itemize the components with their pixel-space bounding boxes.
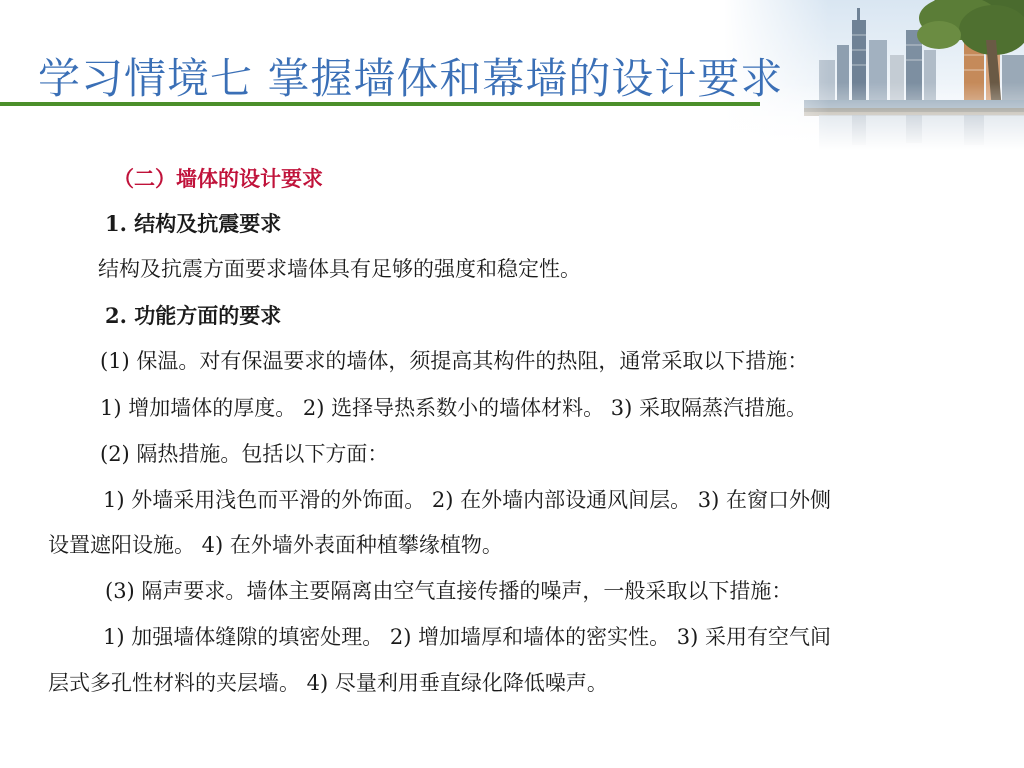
section-heading: （二）墙体的设计要求 [113, 166, 323, 191]
paragraph-insulation-measures: 1) 增加墙体的厚度。 2) 选择导热系数小的墙体材料。 3) 采取隔蒸汽措施。 [100, 396, 808, 420]
paragraph-sound-measures-line1: 1) 加强墙体缝隙的填密处理。 2) 增加墙厚和墙体的密实性。 3) 采用有空气间 [103, 625, 832, 649]
paragraph-heat-protection: (2) 隔热措施。包括以下方面： [100, 442, 389, 466]
paragraph-sound-insulation: (3) 隔声要求。墙体主要隔离由空气直接传播的噪声，一般采取以下措施： [105, 579, 793, 603]
item2-heading: 2. 功能方面的要求 [105, 303, 282, 328]
item1-text: 结构及抗震方面要求墙体具有足够的强度和稳定性。 [98, 257, 581, 281]
paragraph-heat-measures-line1: 1) 外墙采用浅色而平滑的外饰面。 2) 在外墙内部设通风间层。 3) 在窗口外侧 [103, 488, 832, 512]
paragraph-heat-measures-line2: 设置遮阳设施。 4) 在外墙外表面种植攀缘植物。 [48, 533, 503, 557]
slide-title: 学习情境七 掌握墙体和幕墙的设计要求 [38, 54, 784, 103]
item1-heading: 1. 结构及抗震要求 [105, 211, 282, 236]
paragraph-sound-measures-line2: 层式多孔性材料的夹层墙。 4) 尽量利用垂直绿化降低噪声。 [48, 671, 608, 695]
paragraph-insulation: (1) 保温。对有保温要求的墙体，须提高其构件的热阻，通常采取以下措施： [100, 349, 809, 373]
